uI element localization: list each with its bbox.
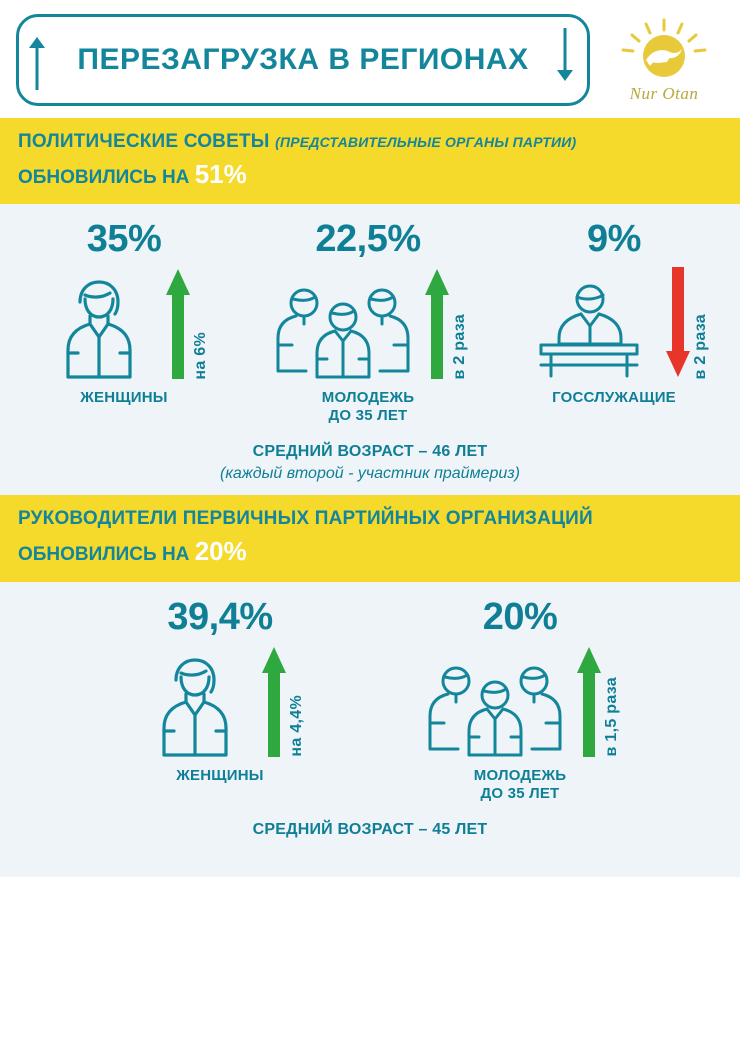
section-2-banner-main: РУКОВОДИТЕЛИ ПЕРВИЧНЫХ ПАРТИЙНЫХ ОРГАНИЗАЦИЙ [18,508,593,530]
stat-label: ЖЕНЩИНЫ [80,389,168,407]
stat-delta-group [576,645,620,757]
youth-group-icon [268,269,418,379]
stat-delta-label: в 2 раза [692,313,709,380]
stat-percent: 9% [587,218,641,261]
sun-leopard-logo-icon [610,16,718,82]
section-2-banner-line2 [18,535,722,568]
stat-percent: 22,5% [315,218,421,261]
woman-icon [135,647,255,757]
section-1-body [0,204,740,495]
section-1-banner-line2 [18,158,722,191]
stat-label: ГОССЛУЖАЩИЕ [552,389,676,407]
arrow-up-green-icon [576,645,602,757]
arrow-up-green-icon [261,645,287,757]
section-1-banner-value: 51% [194,158,247,189]
section-1-average-age: СРЕДНИЙ ВОЗРАСТ – 46 ЛЕТ [252,443,488,461]
section-2-banner-line1 [18,507,722,531]
stat-delta-label: в 1,5 раза [603,677,620,757]
section-2-average-age: СРЕДНИЙ ВОЗРАСТ – 45 ЛЕТ [252,820,488,838]
section-1-average-note: (каждый второй - участник праймериз) [219,465,521,483]
section-2-banner-value: 20% [194,536,247,566]
stat-delta-group [424,267,468,379]
section-1-banner-line1 [18,130,722,154]
stat-visual [135,645,305,757]
footer-band [0,851,740,877]
section-1-banner-main: ПОЛИТИЧЕСКИЕ СОВЕТЫ [18,131,276,152]
stat-youth-primary-orgs [370,596,670,803]
stat-women-political [6,218,242,407]
stat-label [474,767,566,803]
page-title: ПЕРЕЗАГРУЗКА В РЕГИОНАХ [77,43,529,76]
woman-icon [39,269,159,379]
stat-visual [268,267,468,379]
section-1-banner-sub: (ПРЕДСТАВИТЕЛЬНЫЕ ОРГАНЫ ПАРТИИ) [275,134,577,150]
section-1-stats-row [0,218,740,425]
stat-label-line1: МОЛОДЕЖЬ [473,766,567,784]
logo-wordmark: Nur Otan [629,84,699,103]
section-2-banner [0,495,740,581]
stat-label [322,389,414,425]
stat-visual [519,267,709,379]
arrow-down-red-icon [665,267,691,379]
arrow-up-green-icon [165,267,191,379]
stat-label: ЖЕНЩИНЫ [176,766,264,784]
section-1-banner [0,118,740,204]
stat-delta-label: в 2 раза [451,313,468,380]
stat-delta-group [665,267,709,379]
section-1-banner-update-text: ОБНОВИЛИСЬ НА [18,166,195,188]
stat-women-primary-orgs [70,596,370,785]
stat-delta-group [261,645,305,757]
section-2-stats-row [0,596,740,803]
section-2-banner-update-text: ОБНОВИЛИСЬ НА [18,544,195,565]
arrow-down-icon [554,28,576,84]
stat-percent: 39,4% [167,595,273,638]
section-2-body [0,582,740,851]
stat-officials-political [494,218,734,407]
youth-group-icon [420,647,570,757]
stat-visual [420,645,620,757]
stat-label-line1: МОЛОДЕЖЬ [321,389,415,407]
stat-delta-label: на 4,4% [288,694,305,757]
stat-label-line2: ДО 35 ЛЕТ [480,784,560,802]
stat-youth-political [242,218,494,425]
stat-delta-label: на 6% [192,331,209,380]
stat-visual [39,267,209,379]
stat-delta-group [165,267,209,379]
stat-percent: 35% [86,218,162,261]
stat-label-line2: ДО 35 ЛЕТ [328,407,408,425]
stat-percent: 20% [482,595,558,638]
arrow-up-green-icon [424,267,450,379]
header [0,0,740,118]
logo [606,12,722,108]
official-at-desk-icon [519,269,659,379]
